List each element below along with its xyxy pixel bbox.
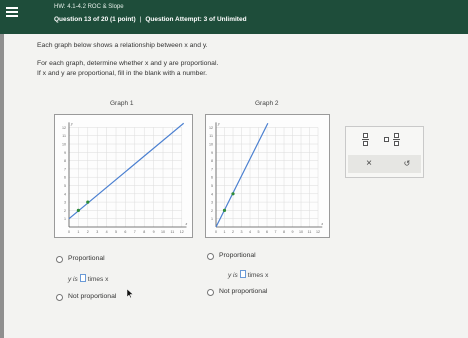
graph-2-title: Graph 2 (255, 100, 279, 107)
graph-2-x-tick-label: 2 (232, 230, 234, 234)
graph-1-x-tick-label: 10 (161, 230, 165, 234)
graph-2-answer-input[interactable] (240, 270, 246, 278)
graph-2-x-tick-label: 5 (257, 230, 260, 234)
graph-1-y-tick-label: 12 (62, 125, 66, 130)
graph-1-point (86, 201, 89, 204)
graph-1-x-tick-label: 9 (152, 230, 155, 234)
graph-2-x-tick-label: 12 (316, 230, 320, 234)
graph-2-y-tick-label: 4 (211, 192, 213, 197)
prompt-line-1: Each graph below shows a relationship between x and y. (37, 42, 208, 49)
radio-button[interactable] (56, 256, 63, 263)
graph-1-x-tick-label: 6 (124, 230, 127, 234)
graph-2-x-tick-label: 4 (249, 230, 251, 234)
graph-1-y-tick-label: 4 (64, 192, 66, 197)
graph-2-y-tick-label: 11 (209, 134, 213, 139)
graph-2-y-tick-label: 10 (209, 142, 213, 147)
undo-button[interactable]: ↺ (403, 159, 411, 168)
graph-2-x-tick-label: 9 (291, 230, 294, 234)
option-label: Not proportional (219, 288, 268, 295)
graph-1-y-axis-label: y (71, 121, 73, 126)
graph-2-x-tick-label: 11 (307, 230, 312, 234)
graph-1-x-tick-label: 1 (77, 230, 80, 234)
graph-1-blank-sentence (68, 274, 108, 283)
blank-prefix: y is (68, 276, 78, 283)
radio-button[interactable] (207, 289, 214, 296)
prompt-line-2: For each graph, determine whether x and y are proportional. (37, 60, 219, 67)
graph-2 (205, 114, 330, 238)
option-label: Proportional (68, 255, 105, 262)
graph-1-y-tick-label: 9 (64, 150, 66, 155)
graph-1-x-tick-label: 7 (133, 230, 136, 234)
graph-1-y-tick-label: 10 (62, 142, 66, 147)
fraction-button[interactable] (361, 133, 371, 147)
graph-2-y-tick-label: 12 (209, 125, 213, 130)
graph-2-y-tick-label: 3 (211, 200, 213, 205)
graph-2-y-tick-label: 1 (211, 217, 213, 222)
graph-1-x-tick-label: 4 (105, 230, 108, 234)
graph-1-y-tick-label: 11 (62, 134, 66, 139)
blank-suffix: times x (247, 272, 269, 279)
graph-1-point (77, 209, 80, 212)
graph-1-y-tick-label: 7 (64, 167, 66, 172)
blank-suffix: times x (87, 276, 109, 283)
graph-1-x-tick-label: 5 (115, 230, 117, 234)
graph-1 (54, 114, 193, 238)
blank-prefix: y is (228, 272, 238, 279)
graph-2-point (223, 209, 226, 212)
question-number: Question 13 of 20 (1 point) (54, 16, 136, 23)
graph-1-y-tick-label: 6 (64, 175, 66, 180)
option-label: Not proportional (68, 293, 117, 300)
assignment-title: HW: 4.1-4.2 ROC & Slope (54, 4, 124, 10)
radio-button[interactable] (56, 294, 63, 301)
graph-2-x-tick-label: 8 (283, 230, 285, 234)
graph-2-y-tick-label: 8 (211, 159, 213, 164)
graph-2-y-axis-label: y (218, 121, 220, 126)
mixed-number-button[interactable] (383, 133, 403, 147)
graph-2-y-tick-label: 7 (211, 167, 213, 172)
graph-2-plot (206, 115, 329, 237)
answer-toolbar (345, 126, 424, 178)
graph-2-x-tick-label: 0 (215, 230, 217, 234)
graph-1-x-axis-label: x (185, 222, 188, 226)
graph-1-y-tick-label: 1 (64, 217, 66, 222)
graph-2-y-tick-label: 6 (211, 175, 213, 180)
graph-1-y-tick-label: 8 (64, 159, 66, 164)
graph-2-x-tick-label: 7 (274, 230, 277, 234)
graph-1-title: Graph 1 (110, 100, 134, 107)
graph-1-x-tick-label: 3 (96, 230, 99, 234)
graph-1-x-tick-label: 0 (68, 230, 70, 234)
question-content (4, 34, 468, 338)
graph-2-x-tick-label: 10 (299, 230, 303, 234)
graph-2-x-tick-label: 3 (240, 230, 243, 234)
graph-1-y-tick-label: 5 (64, 184, 66, 188)
menu-icon[interactable] (6, 7, 18, 17)
graph-2-x-tick-label: 1 (223, 230, 226, 234)
attempt-info: Question Attempt: 3 of Unlimited (145, 16, 247, 23)
graph-1-y-tick-label: 3 (64, 200, 66, 205)
separator: | (139, 16, 142, 23)
graph-1-line (69, 123, 184, 218)
graph-2-point (231, 192, 234, 195)
graph-2-y-tick-label: 9 (211, 150, 213, 155)
prompt-line-3: If x and y are proportional, fill in the blank with a number. (37, 70, 208, 77)
graph-2-x-tick-label: 6 (266, 230, 268, 234)
question-info (54, 16, 247, 23)
radio-button[interactable] (207, 253, 214, 260)
top-header (0, 0, 468, 34)
graph-2-y-tick-label: 2 (211, 208, 213, 213)
graph-1-x-tick-label: 2 (86, 230, 89, 234)
mouse-cursor-icon (127, 289, 133, 298)
graph-2-y-tick-label: 5 (211, 184, 213, 188)
graph-1-x-tick-label: 8 (143, 230, 146, 234)
graph-2-x-axis-label: x (321, 222, 324, 226)
option-label: Proportional (219, 252, 256, 259)
graph-1-x-tick-label: 12 (179, 230, 184, 234)
graph-1-y-tick-label: 2 (64, 208, 66, 213)
graph-1-x-tick-label: 11 (170, 230, 175, 234)
graph-1-answer-input[interactable] (80, 274, 86, 282)
graph-1-plot (55, 115, 192, 237)
toolbar-actions (348, 155, 421, 173)
clear-button[interactable]: × (366, 158, 372, 169)
graph-2-blank-sentence (228, 270, 268, 279)
